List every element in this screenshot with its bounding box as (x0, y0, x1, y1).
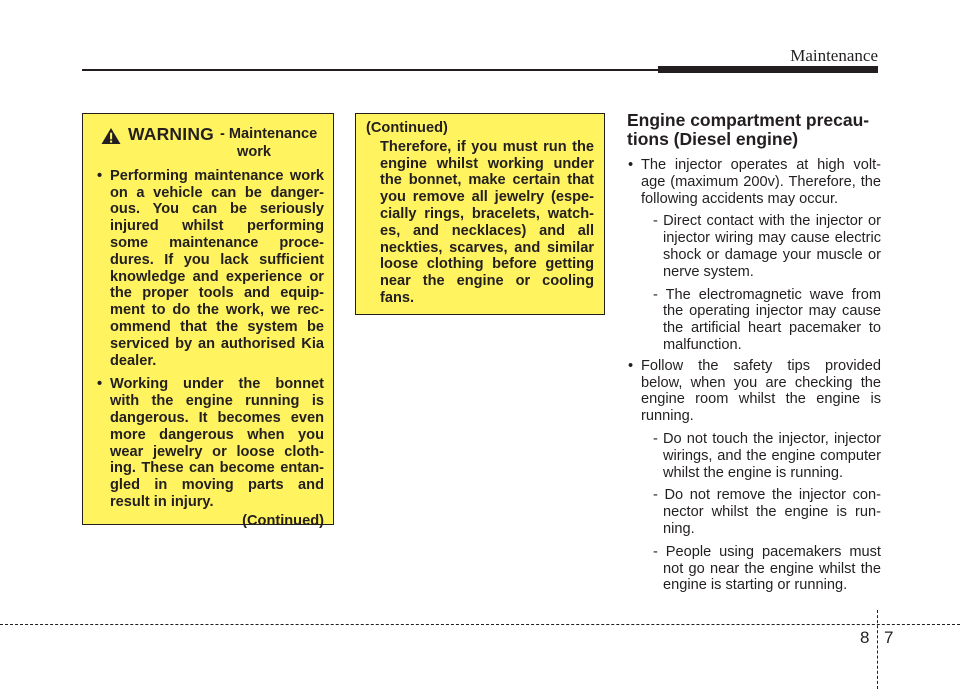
warning-triangle-icon (100, 127, 122, 145)
warning-subtitle: - Maintenance (219, 126, 318, 142)
section-title: Engine compartment precau-tions (Diesel engine) (627, 110, 870, 149)
section-subitem: - Do not touch the injector, injector wirings, and the engine computer whilst the engine is running. (653, 430, 881, 481)
continued-label: (Continued) (242, 512, 324, 529)
section-subitem: - The electromagnetic wave from the operating injector may cause the artificial heart pacemaker to malfunction. (653, 286, 881, 353)
footer-divider (877, 610, 878, 689)
section-bullet-1: • The injector operates at high volt-age (maximum 200v). Therefore, the following accidents may occur. (625, 157, 881, 207)
footer-rule (0, 624, 960, 625)
warning-box (82, 113, 334, 529)
section-subitem: - Direct contact with the injector or injector wiring may cause electric shock or damage your muscle or nerve system. (653, 213, 881, 280)
warning-word: WARNING (128, 124, 214, 144)
continued-box (355, 113, 605, 315)
precautions-section (625, 111, 881, 594)
section-bullet-2: • Follow the safety tips provided below, when you are checking the engine room whilst the engine is running. (625, 358, 881, 425)
warning-heading (100, 126, 324, 145)
warning-subtitle-line2: work (236, 144, 272, 160)
warning-bullet-2: • Working under the bonnet with the engine running is dangerous. It becomes even more dangerous when you wear jewelry or loose cloth-ing. These can become entan-gled in moving parts and result in injury. (94, 376, 324, 510)
warning-bullet-1: • Performing maintenance work on a vehicle can be danger-ous. You can be seriously injured whilst performing some maintenance proce-dures. If you lack sufficient knowledge and experience or the proper tools and equip-ment to do the work, we rec-ommend that the system be serviced by an authorised Kia dealer. (94, 168, 324, 370)
section-subitem: - Do not remove the injector con-nector whilst the engine is run-ning. (653, 487, 881, 537)
page-header-title: Maintenance (790, 46, 878, 65)
chapter-number: 8 (860, 628, 870, 647)
header-rule (82, 69, 660, 71)
section-subitem: - People using pacemakers must not go near the engine whilst the engine is starting or running. (653, 543, 881, 594)
continued-body: Therefore, if you must run the engine whilst working under the bonnet, make certain that you remove all jewelry (espe-cially rings, bracelets, watch-es, and necklaces) and all neckties, scarves, and similar loose clothing before getting near the engine or cooling fans. (380, 138, 594, 306)
continued-heading: (Continued) (366, 120, 448, 136)
page-number: 7 (884, 628, 894, 647)
header-rule-accent (658, 66, 878, 73)
